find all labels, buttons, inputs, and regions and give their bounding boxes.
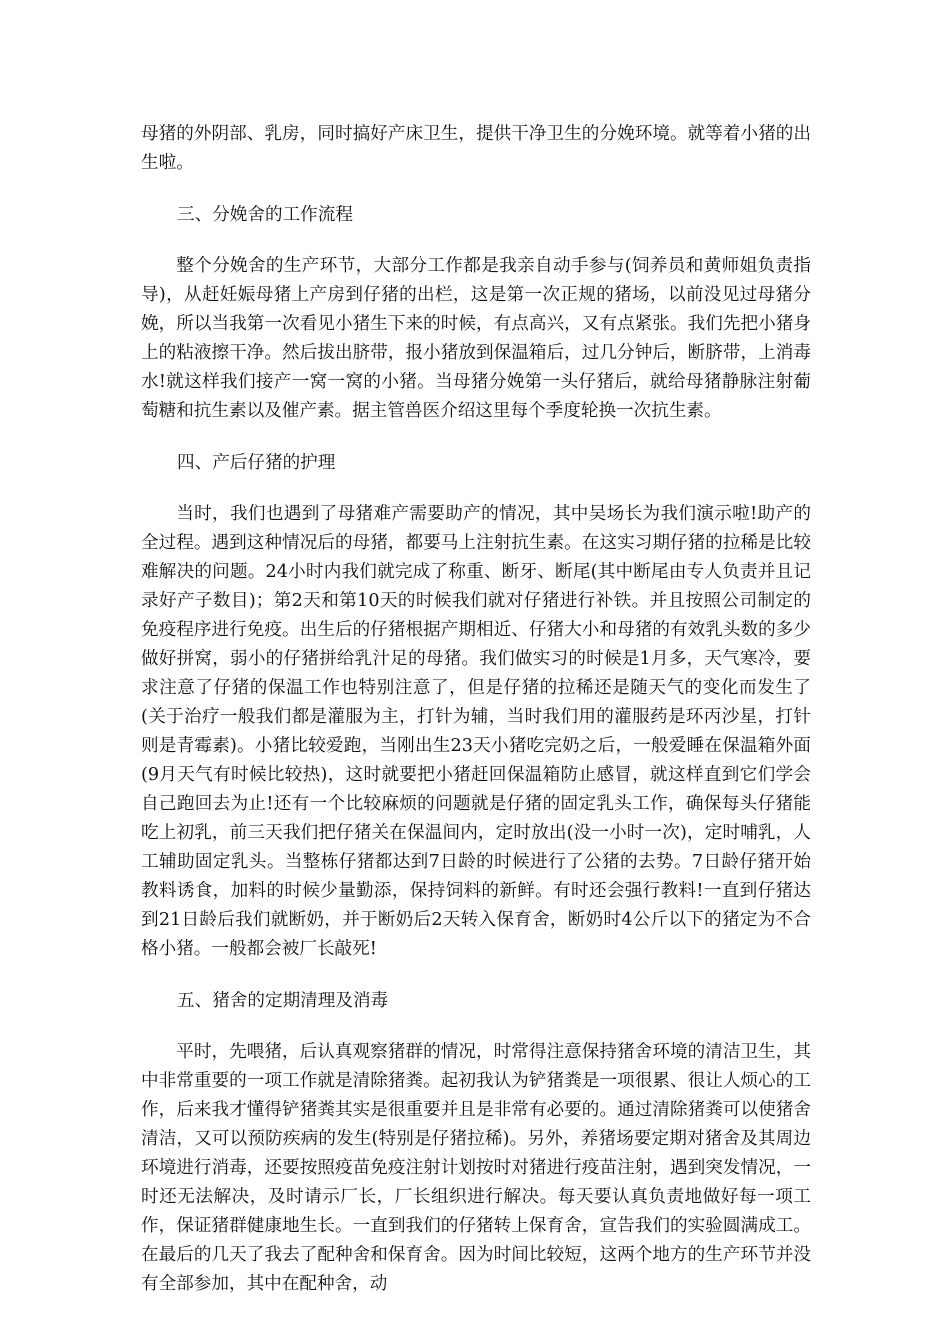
paragraph-cleaning-disinfection: 平时，先喂猪，后认真观察猪群的情况，时常得注意保持猪舍环境的清洁卫生，其中非常重要的一项工作就是清除猪粪。起初我认为铲猪粪是一项很累、很让人烦心的工作，后来我才懂得铲猪粪其实是很重要并且是非常有必要的。通过清除猪粪可以使猪舍清洁，又可以预防疾病的发生(特别是仔猪拉稀)。另外，养猪场要定期对猪舍及其周边环境进行消毒，还要按照疫苗免疫注射计划按时对猪进行疫苗注射，遇到突发情况，一时还无法解决，及时请示厂长，厂长组织进行解决。每天要认真负责地做好每一项工作，保证猪群健康地生长。一直到我们的仔猪转上保育舍，宣告我们的实验圆满成工。在最后的几天了我去了配种舍和保育舍。因为时间比较短，这两个地方的生产环节并没有全部参加，其中在配种舍，动 xyxy=(141,1042,811,1294)
paragraph-piglet-care: 当时，我们也遇到了母猪难产需要助产的情况，其中吴场长为我们演示啦!助产的全过程。遇到这种情况后的母猪，都要马上注射抗生素。在这实习期仔猪的拉稀是比较难解决的问题。24小时内我们就完成了称重、断牙、断尾(其中断尾由专人负责并且记录好产子数目)；第2天和第10天的时候我们就对仔猪进行补铁。并且按照公司制定的免疫程序进行免疫。出生后的仔猪根据产期相近、仔猪大小和母猪的有效乳头数的多少做好拼窝，弱小的仔猪拼给乳汁足的母猪。我们做实习的时候是1月多，天气寒冷，要求注意了仔猪的保温工作也特别注意了，但是仔猪的拉稀还是随天气的变化而发生了(关于治疗一般我们都是灌服为主，打针为辅，当时我们用的灌服药是环丙沙星，打针则是青霉素)。小猪比较爱跑，当刚出生23天小猪吃完奶之后，一般爱睡在保温箱外面(9月天气有时候比较热)，这时就要把小猪赶回保温箱防止感冒，就这样直到它们学会自己跑回去为止!还有一个比较麻烦的问题就是仔猪的固定乳头工作，确保每头仔猪能吃上初乳，前三天我们把仔猪关在保温间内，定时放出(没一小时一次)，定时哺乳，人工辅助固定乳头。当整栋仔猪都达到7日龄的时候进行了公猪的去势。7日龄仔猪开始教料诱食，加料的时候少量勤添，保持饲料的新鲜。有时还会强行教料!一直到仔猪达到21日龄后我们就断奶，并于断奶后2天转入保育舍，断奶时4公斤以下的猪定为不合格小猪。一般都会被厂长敲死! xyxy=(141,504,811,959)
section-heading-5: 五、猪舍的定期清理及消毒 xyxy=(177,991,389,1011)
paragraph-farrowing-workflow: 整个分娩舍的生产环节，大部分工作都是我亲自动手参与(饲养员和黄师姐负责指导)，从赶妊娠母猪上产房到仔猪的出栏，这是第一次正规的猪场，以前没见过母猪分娩，所以当我第一次看见小猪生下来的时候，有点高兴，又有点紧张。我们先把小猪身上的粘液擦干净。然后拔出脐带，报小猪放到保温箱后，过几分钟后，断脐带，上消毒水!就这样我们接产一窝一窝的小猪。当母猪分娩第一头仔猪后，就给母猪静脉注射葡萄糖和抗生素以及催产素。据主管兽医介绍这里每个季度轮换一次抗生素。 xyxy=(141,256,811,421)
document-page xyxy=(141,120,811,1299)
section-heading-4: 四、产后仔猪的护理 xyxy=(177,453,336,473)
section-heading-3: 三、分娩舍的工作流程 xyxy=(177,205,353,225)
paragraph-continuation: 母猪的外阴部、乳房，同时搞好产床卫生，提供干净卫生的分娩环境。就等着小猪的出生啦。 xyxy=(141,124,811,173)
